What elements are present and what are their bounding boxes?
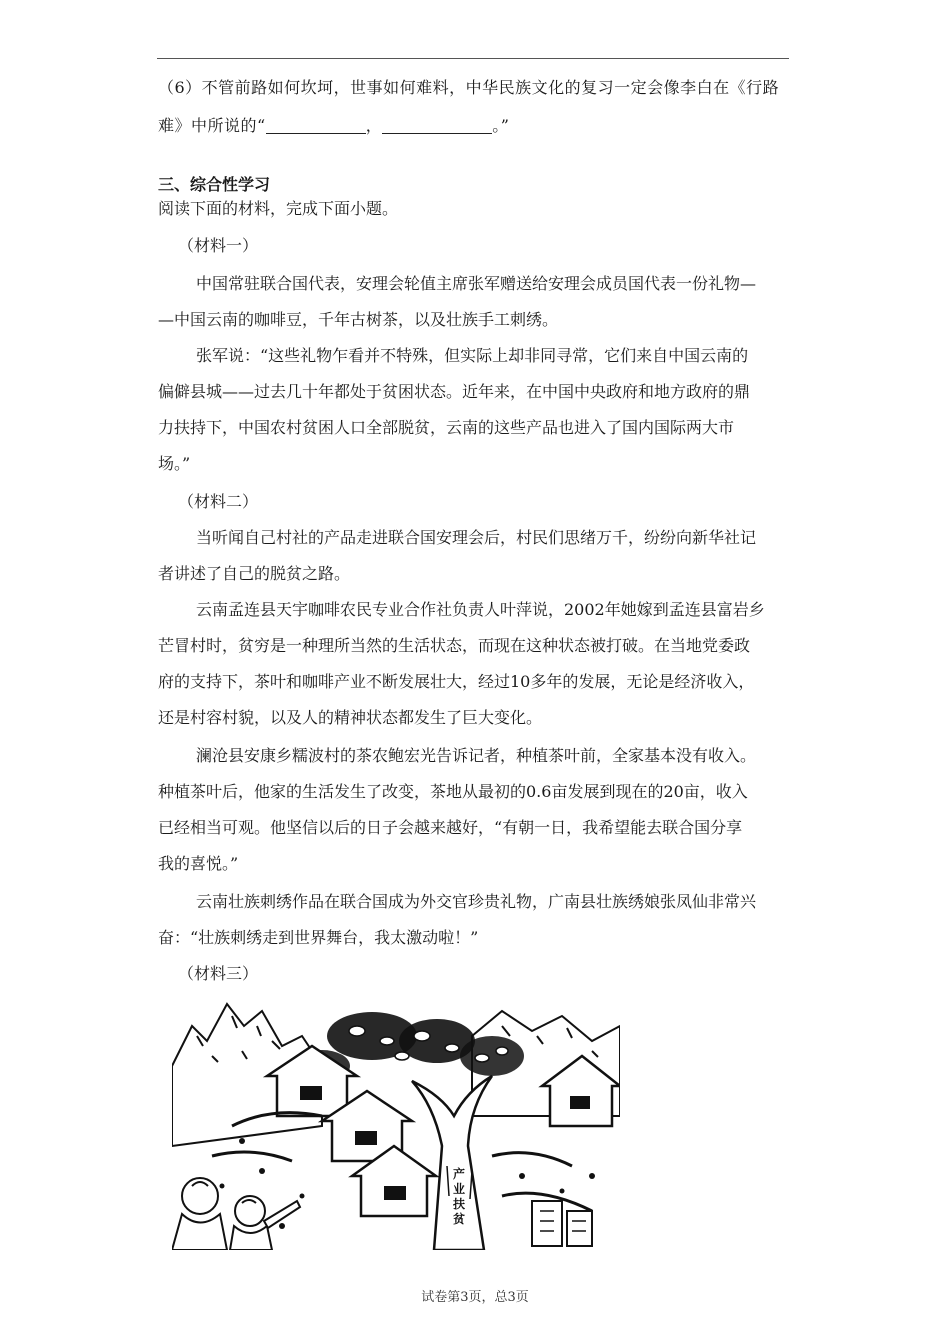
material-1-line: 场。” [158,454,191,473]
answer-blank-1[interactable] [266,115,366,134]
material-1-line: 中国常驻联合国代表，安理会轮值主席张军赠送给安理会成员国代表一份礼物— [196,274,757,293]
material-2-line: 者讲述了自己的脱贫之路。 [158,564,351,583]
material-2-line: 云南孟连县天宇咖啡农民专业合作社负责人叶萍说，2002年她嫁到孟连县富岩乡 [196,600,765,619]
cartoon-trunk-char-1: 产业扶贫 [452,1167,466,1226]
material-2-line: 我的喜悦。” [158,854,239,873]
question-6-comma: ， [365,116,383,135]
section-instruction: 阅读下面的材料，完成下面小题。 [158,199,399,218]
question-6-line-2 [158,108,786,144]
material-3-label: （材料三） [178,964,259,983]
material-1-line: —中国云南的咖啡豆，千年古树茶，以及壮族手工刺绣。 [158,310,559,329]
section-heading: 三、综合性学习 [158,175,271,194]
material-2-line: 澜沧县安康乡糯波村的茶农鲍宏光告诉记者，种植茶叶前，全家基本没有收入。 [196,746,757,765]
material-2-line: 种植茶叶后，他家的生活发生了改变，茶地从最初的0.6亩发展到现在的20亩，收入 [158,782,748,801]
material-2-line: 还是村容村貌，以及人的精神状态都发生了巨大变化。 [158,708,543,727]
answer-blank-2[interactable] [382,115,492,134]
material-1-line: 偏僻县城——过去几十年都处于贫困状态。近年来，在中国中央政府和地方政府的鼎 [158,382,751,401]
material-2-line: 已经相当可观。他坚信以后的日子会越来越好，“有朝一日，我希望能去联合国分享 [158,818,743,837]
top-divider [157,58,789,59]
material-2-line: 府的支持下，茶叶和咖啡产业不断发展壮大，经过10多年的发展，无论是经济收入， [158,672,755,691]
material-1-line: 张军说：“这些礼物乍看并不特殊，但实际上却非同寻常，它们来自中国云南的 [196,346,749,365]
question-6-line-1: （6）不管前路如何坎坷，世事如何难料，中华民族文化的复习一定会像李白在《行路 [158,78,780,97]
page-footer: 试卷第3页，总3页 [421,1290,529,1305]
material-2-line: 当听闻自己村社的产品走进联合国安理会后，村民们思绪万千，纷纷向新华社记 [196,528,757,547]
material-2-line: 云南壮族刺绣作品在联合国成为外交官珍贵礼物，广南县壮族绣娘张凤仙非常兴 [196,892,757,911]
material-1-label: （材料一） [178,236,259,255]
material-2-line: 芒冒村时，贫穷是一种理所当然的生活状态，而现在这种状态被打破。在当地党委政 [158,636,751,655]
question-6-text-end: 。” [492,116,510,135]
poverty-alleviation-cartoon [172,996,620,1250]
material-1-line: 力扶持下，中国农村贫困人口全部脱贫，云南的这些产品也进入了国内国际两大市 [158,418,735,437]
question-6-text-start: 难》中所说的“ [158,116,266,135]
material-2-label: （材料二） [178,492,259,511]
material-2-line: 奋：“壮族刺绣走到世界舞台，我太激动啦！” [158,928,479,947]
